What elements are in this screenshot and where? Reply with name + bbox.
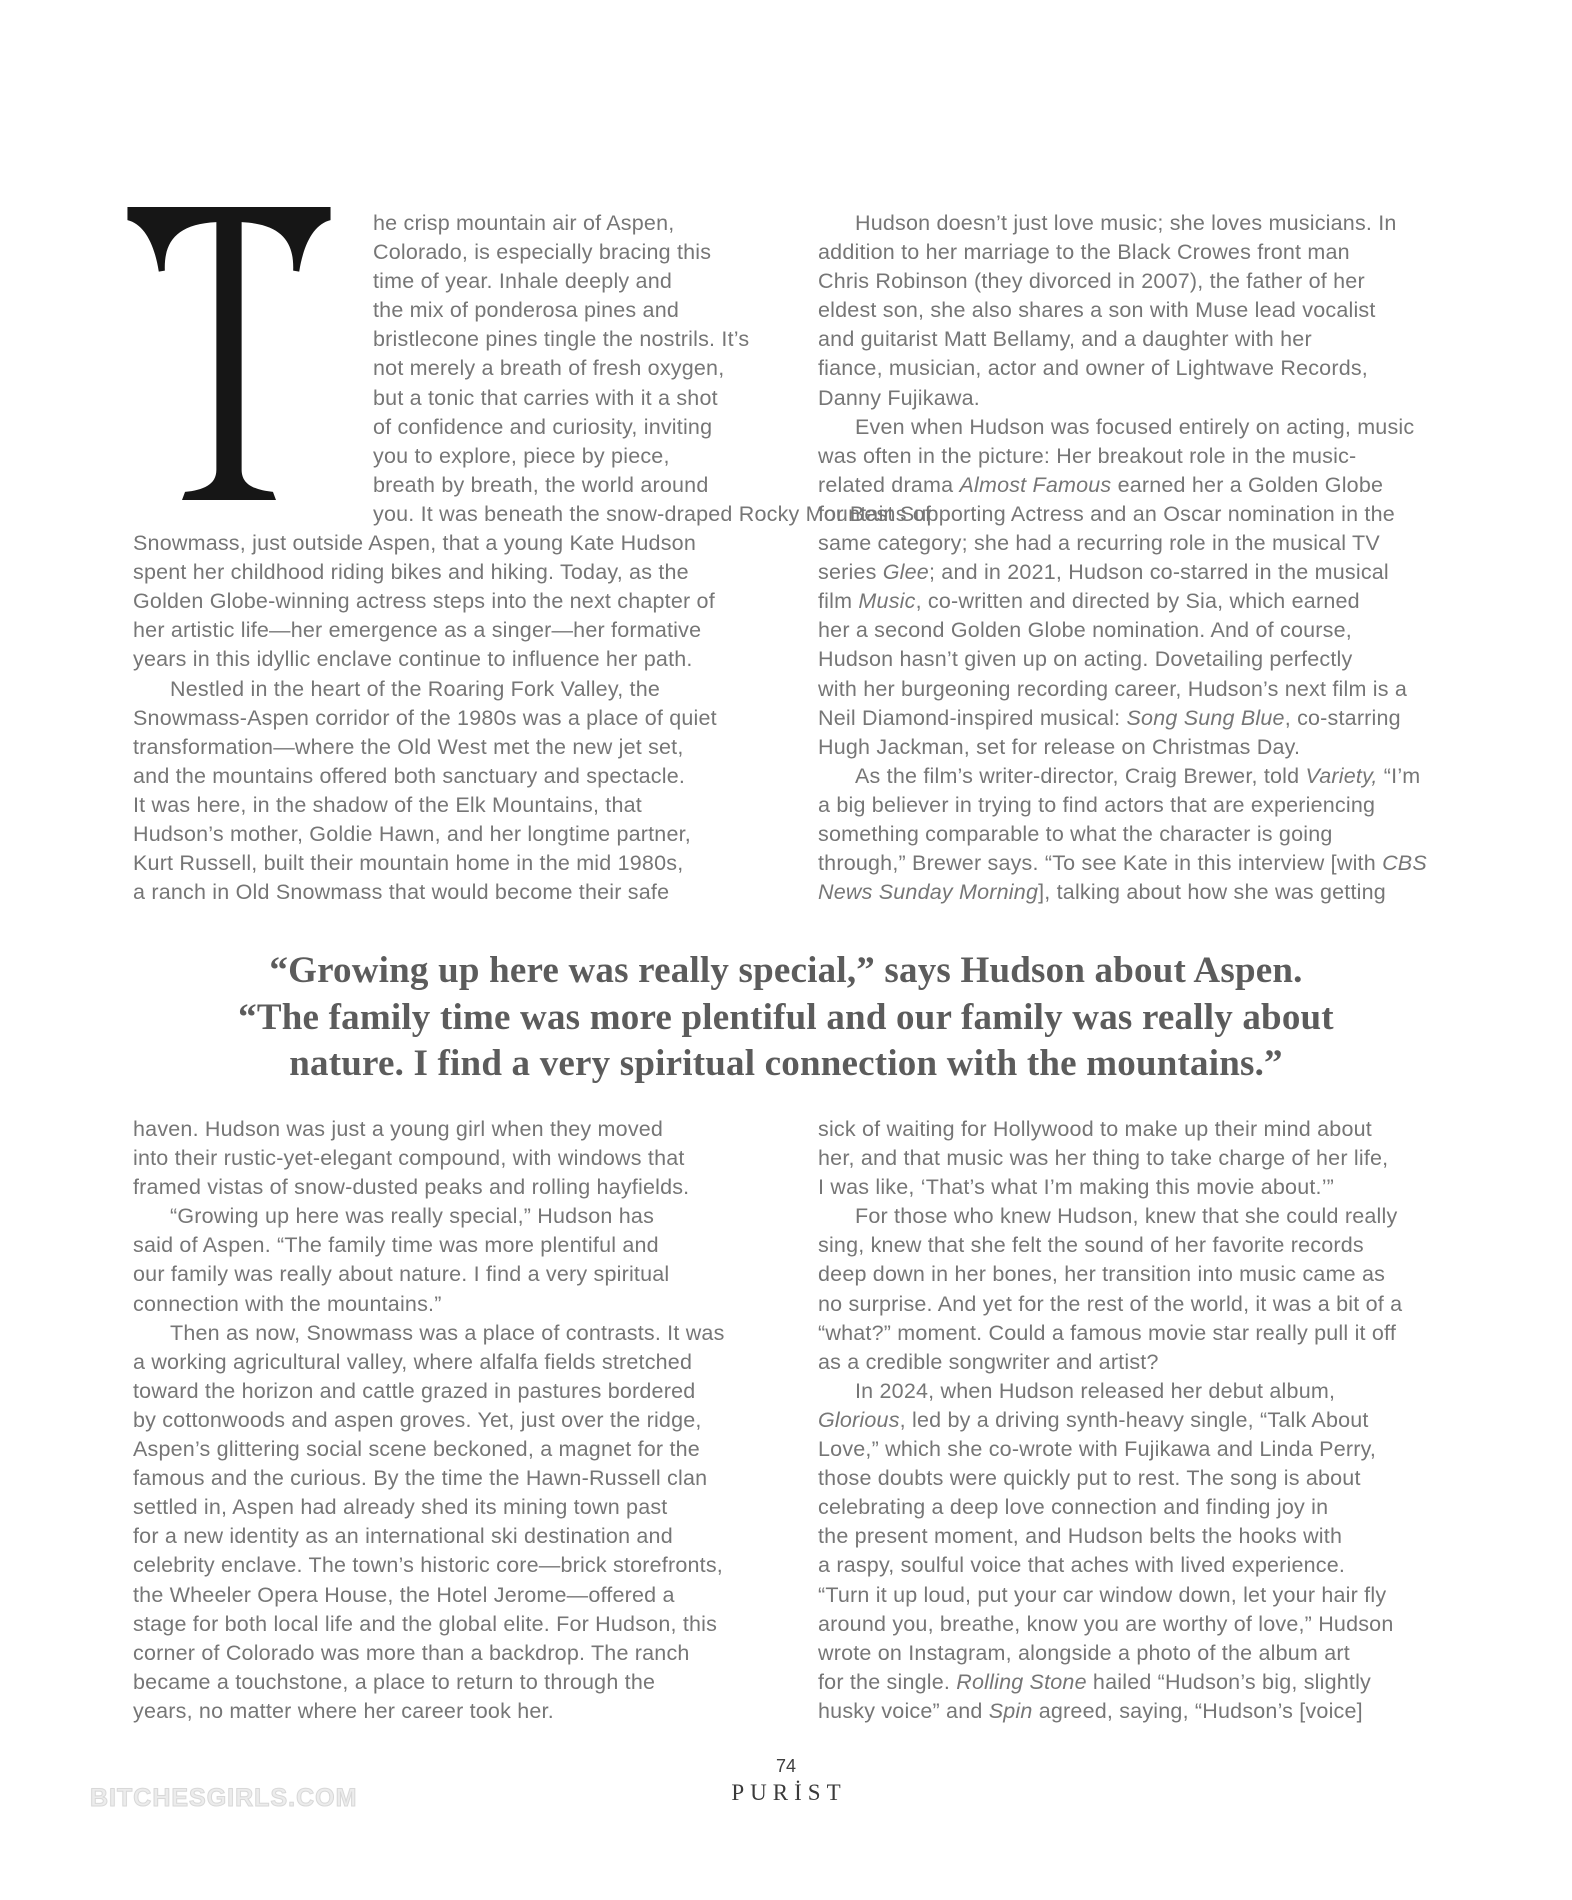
text-line: of confidence and curiosity, inviting [373, 414, 713, 439]
text-line: those doubts were quickly put to rest. The song is about [818, 1466, 1361, 1491]
text-line: years in this idyllic enclave continue to influence her path. [133, 647, 693, 672]
text-line: wrote on Instagram, alongside a photo of the album art [818, 1640, 1350, 1665]
text-line: series Glee; and in 2021, Hudson co-starred in the musical [818, 560, 1389, 585]
text-line: Chris Robinson (they divorced in 2007), the father of her [818, 269, 1365, 294]
text-line: became a touchstone, a place to return to through the [133, 1669, 656, 1694]
text-line: around you, breathe, know you are worthy of love,” Hudson [818, 1611, 1394, 1636]
text-line: Hudson doesn’t just love music; she loves musicians. In [855, 211, 1397, 235]
text-line: toward the horizon and cattle grazed in pastures bordered [133, 1378, 696, 1403]
text-line: Snowmass-Aspen corridor of the 1980s was a place of quiet [133, 705, 717, 730]
text-line: Golden Globe-winning actress steps into the next chapter of [133, 589, 715, 614]
text-line: settled in, Aspen had already shed its mining town past [133, 1495, 668, 1520]
text-line: by cottonwoods and aspen groves. Yet, just over the ridge, [133, 1407, 702, 1432]
text-line: her a second Golden Globe nomination. And of course, [818, 618, 1352, 643]
text-line: deep down in her bones, her transition into music came as [818, 1262, 1386, 1287]
text-line: you. It was beneath the snow-draped Rocky Mountains of [373, 501, 932, 526]
text-line: and the mountains offered both sanctuary and spectacle. [133, 763, 686, 788]
article-column-bottom-right [818, 1115, 1478, 1726]
text-line: Hugh Jackman, set for release on Christmas Day. [818, 734, 1301, 759]
dropcap-letter-t [133, 209, 373, 500]
text-line: a raspy, soulful voice that aches with lived experience. [818, 1553, 1346, 1578]
text-line: her, and that music was her thing to take charge of her life, [818, 1146, 1389, 1171]
pull-quote [0, 948, 1572, 1088]
text-line: Snowmass, just outside Aspen, that a young Kate Hudson [133, 531, 696, 556]
text-line: sick of waiting for Hollywood to make up their mind about [818, 1117, 1372, 1141]
text-line: with her burgeoning recording career, Hudson’s next film is a [818, 676, 1408, 701]
pull-quote-line: nature. I find a very spiritual connection with the mountains.” [289, 1043, 1283, 1084]
text-line: Danny Fujikawa. [818, 385, 980, 410]
article-column-bottom-left [133, 1115, 788, 1726]
text-line: a ranch in Old Snowmass that would become their safe [133, 880, 670, 905]
text-line: for a new identity as an international ski destination and [133, 1524, 673, 1549]
text-line: something comparable to what the character is going [818, 821, 1333, 846]
text-line: film Music, co-written and directed by Sia, which earned [818, 589, 1360, 614]
page-number: 74 [775, 1756, 797, 1776]
text-line: Hudson hasn’t given up on acting. Dovetailing perfectly [818, 647, 1353, 672]
text-line: Aspen’s glittering social scene beckoned, a magnet for the [133, 1437, 700, 1462]
text-line: the present moment, and Hudson belts the hooks with [818, 1524, 1343, 1549]
text-line: for Best Supporting Actress and an Oscar nomination in the [818, 501, 1395, 526]
text-line: News Sunday Morning], talking about how she was getting [818, 880, 1386, 905]
text-line: you to explore, piece by piece, [373, 443, 670, 468]
text-line: stage for both local life and the global elite. For Hudson, this [133, 1611, 718, 1636]
text-line: Neil Diamond-inspired musical: Song Sung Blue, co-starring [818, 705, 1401, 730]
text-line: into their rustic-yet-elegant compound, with windows that [133, 1146, 685, 1171]
text-line: but a tonic that carries with it a shot [373, 385, 718, 410]
magazine-logo: PURİST [731, 1780, 847, 1805]
text-line: through,” Brewer says. “To see Kate in this interview [with CBS [818, 851, 1427, 876]
text-line: he crisp mountain air of Aspen, [373, 211, 675, 235]
text-line: a big believer in trying to find actors that are experiencing [818, 792, 1376, 817]
pull-quote-line: “Growing up here was really special,” says Hudson about Aspen. [269, 950, 1303, 991]
text-line: bristlecone pines tingle the nostrils. It’s [373, 327, 750, 352]
text-line: connection with the mountains.” [133, 1291, 442, 1316]
dropcap-t-glyph [125, 207, 333, 500]
text-line: “Growing up here was really special,” Hudson has [170, 1204, 655, 1229]
text-line: haven. Hudson was just a young girl when they moved [133, 1117, 664, 1141]
text-line: years, no matter where her career took her. [133, 1698, 554, 1723]
text-line: Then as now, Snowmass was a place of contrasts. It was [170, 1320, 725, 1345]
text-line: said of Aspen. “The family time was more plentiful and [133, 1233, 659, 1258]
article-column-top-right [818, 209, 1478, 907]
text-line: transformation—where the Old West met the new jet set, [133, 734, 684, 759]
text-line: husky voice” and Spin agreed, saying, “Hudson’s [voice] [818, 1698, 1363, 1723]
text-line: as a credible songwriter and artist? [818, 1349, 1159, 1374]
text-line: same category; she had a recurring role in the musical TV [818, 531, 1380, 556]
text-line: It was here, in the shadow of the Elk Mountains, that [133, 792, 642, 817]
text-line: no surprise. And yet for the rest of the world, it was a bit of a [818, 1291, 1403, 1316]
text-line: “what?” moment. Could a famous movie star really pull it off [818, 1320, 1397, 1345]
text-line: “Turn it up loud, put your car window down, let your hair fly [818, 1582, 1387, 1607]
text-line: the Wheeler Opera House, the Hotel Jerome—offered a [133, 1582, 675, 1607]
text-line: framed vistas of snow-dusted peaks and rolling hayfields. [133, 1175, 690, 1200]
text-line: Hudson’s mother, Goldie Hawn, and her longtime partner, [133, 821, 691, 846]
text-line: Colorado, is especially bracing this [373, 240, 712, 265]
pull-quote-line: “The family time was more plentiful and our family was really about [238, 996, 1334, 1038]
text-line: For those who knew Hudson, knew that she could really [855, 1204, 1398, 1229]
text-line: Even when Hudson was focused entirely on acting, music [855, 414, 1415, 439]
text-line: celebrating a deep love connection and finding joy in [818, 1495, 1329, 1520]
text-line: addition to her marriage to the Black Crowes front man [818, 240, 1350, 265]
text-line: famous and the curious. By the time the Hawn-Russell clan [133, 1466, 708, 1491]
text-line: Nestled in the heart of the Roaring Fork Valley, the [170, 676, 661, 701]
text-line: As the film’s writer-director, Craig Brewer, told Variety, “I’m [855, 763, 1421, 788]
text-line: for the single. Rolling Stone hailed “Hudson’s big, slightly [818, 1669, 1372, 1694]
text-line: In 2024, when Hudson released her debut album, [855, 1378, 1336, 1403]
text-line: fiance, musician, actor and owner of Lightwave Records, [818, 356, 1368, 381]
text-line: her artistic life—her emergence as a singer—her formative [133, 618, 702, 643]
text-line: celebrity enclave. The town’s historic core—brick storefronts, [133, 1553, 723, 1578]
watermark-text: BITCHESGIRLS.COM [90, 1784, 358, 1812]
text-line: I was like, ‘That’s what I’m making this movie about.’” [818, 1175, 1335, 1200]
text-line: was often in the picture: Her breakout role in the music- [818, 443, 1357, 468]
text-line: not merely a breath of fresh oxygen, [373, 356, 725, 381]
text-line: Glorious, led by a driving synth-heavy single, “Talk About [818, 1407, 1369, 1432]
text-line: breath by breath, the world around [373, 472, 709, 497]
text-line: Kurt Russell, built their mountain home in the mid 1980s, [133, 851, 684, 876]
text-line: time of year. Inhale deeply and [373, 269, 673, 294]
text-line: the mix of ponderosa pines and [373, 298, 680, 323]
text-line: our family was really about nature. I find a very spiritual [133, 1262, 670, 1287]
text-line: spent her childhood riding bikes and hiking. Today, as the [133, 560, 689, 585]
text-line: Love,” which she co-wrote with Fujikawa and Linda Perry, [818, 1437, 1377, 1462]
text-line: and guitarist Matt Bellamy, and a daughter with her [818, 327, 1312, 352]
text-line: sing, knew that she felt the sound of her favorite records [818, 1233, 1364, 1258]
text-line: related drama Almost Famous earned her a Golden Globe [818, 472, 1384, 497]
text-line: eldest son, she also shares a son with Muse lead vocalist [818, 298, 1376, 323]
text-line: corner of Colorado was more than a backdrop. The ranch [133, 1640, 690, 1665]
text-line: a working agricultural valley, where alfalfa fields stretched [133, 1349, 693, 1374]
